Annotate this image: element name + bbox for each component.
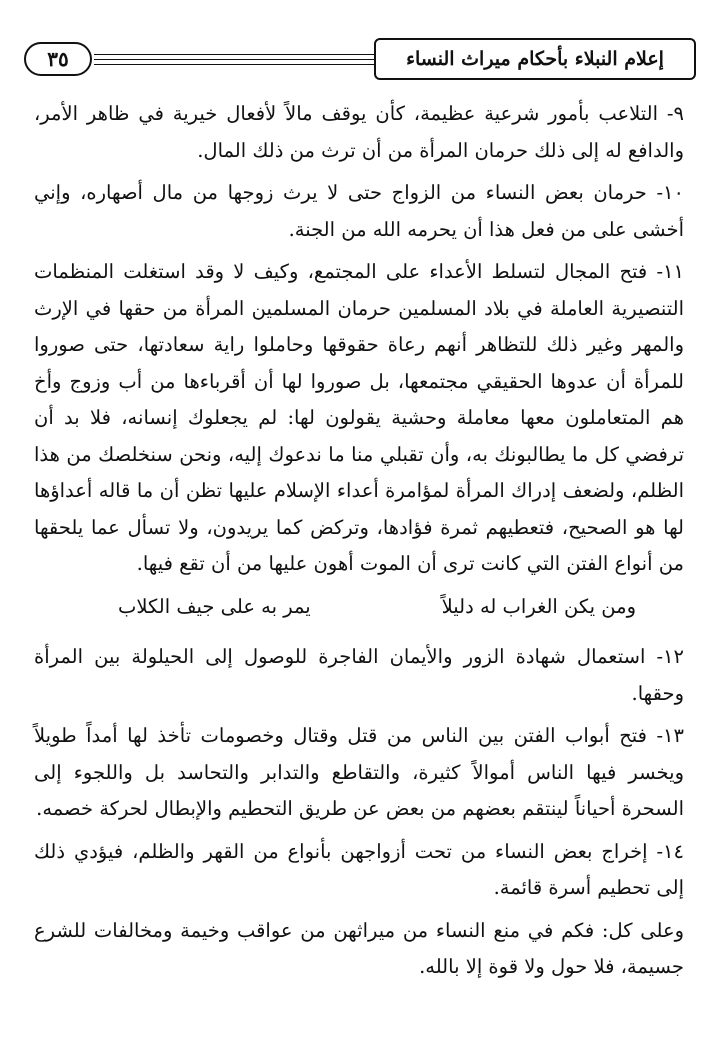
page-number-badge	[24, 42, 92, 76]
poetry-verse	[34, 589, 684, 626]
running-title: إعلام النبلاء بأحكام ميراث النساء	[406, 48, 664, 70]
header-rule	[94, 54, 376, 55]
paragraph-item-10: ١٠- حرمان بعض النساء من الزواج حتى لا يرث زوجها من مال أصهاره، وإني أخشى على من فعل هذا أن يحرمه الله من الجنة.	[34, 181, 684, 241]
paragraph-item-11: ١١- فتح المجال لتسلط الأعداء على المجتمع، وكيف لا وقد استغلت المنظمات التنصيرية العاملة في بلاد المسلمين حرمان المسلمين المرأة من حقها في الإرث والمهر وغير ذلك للتظاهر أنهم رعاة حقوقها وحاملوا راية سعادتها، حتى صوروا للمرأة أن عدوها الحقيقي مجتمعها، بل صوروا لها أن أقرباءها من أب وزوج وأخ هم المتعاملون معها معاملة وحشية يقولون لها: لم يجعلوك إنسانه، فلا بد أن ترفضي كل ما يطالبونك به، وأن تقبلي منا ما ندعوك إليه، ونحن سنخلصك من هذا الظلم، ولضعف إدراك المرأة لمؤامرة أعداء الإسلام عليها تظن أن ما قاله أعداؤها لها هو الصحيح، فتعطيهم ثمرة فؤادها، وتركض كما يريدون، ولا تسأل عما يلحقها من أنواع الفتن التي كانت ترى أن الموت أهون عليها من أن تقع فيها.	[34, 260, 684, 575]
header-rule	[94, 64, 376, 65]
paragraph-item-12: ١٢- استعمال شهادة الزور والأيمان الفاجرة للوصول إلى الحيلولة بين المرأة وحقها.	[34, 645, 684, 705]
header-rule	[94, 59, 376, 60]
paragraph-item-14: ١٤- إخراج بعض النساء من تحت أزواجهن بأنواع من القهر والظلم، فيؤدي ذلك إلى تحطيم أسرة قائمة.	[34, 839, 684, 899]
paragraph-item-13: ١٣- فتح أبواب الفتن بين الناس من قتل وقتال وخصومات تأخذ لها أمداً طويلاً ويخسر فيها الناس أموالاً كثيرة، والتقاطع والتدابر والتحاسد بل واللجوء إلى السحرة أحياناً لينتقم بعضهم من بعض عن طريق التحطيم والإبطال لحركة خصمه.	[34, 724, 684, 820]
verse-first-hemistich: ومن يكن الغراب له دليلاً	[441, 594, 636, 618]
page-header	[20, 38, 700, 82]
page-body	[34, 96, 684, 992]
conclusion-paragraph: وعلى كل: فكم في منع النساء من ميراثهن من عواقب وخيمة ومخالفات للشرع جسيمة، فلا حول ولا قوة إلا بالله.	[34, 918, 684, 978]
running-title-box	[374, 38, 696, 80]
verse-second-hemistich: يمر به على جيف الكلاب	[118, 594, 311, 618]
page-number: ٣٥	[47, 47, 69, 71]
paragraph-item-9: ٩- التلاعب بأمور شرعية عظيمة، كأن يوقف مالاً لأفعال خيرية في ظاهر الأمر، والدافع له إلى ذلك حرمان المرأة من أن ترث من ذلك المال.	[34, 102, 684, 162]
